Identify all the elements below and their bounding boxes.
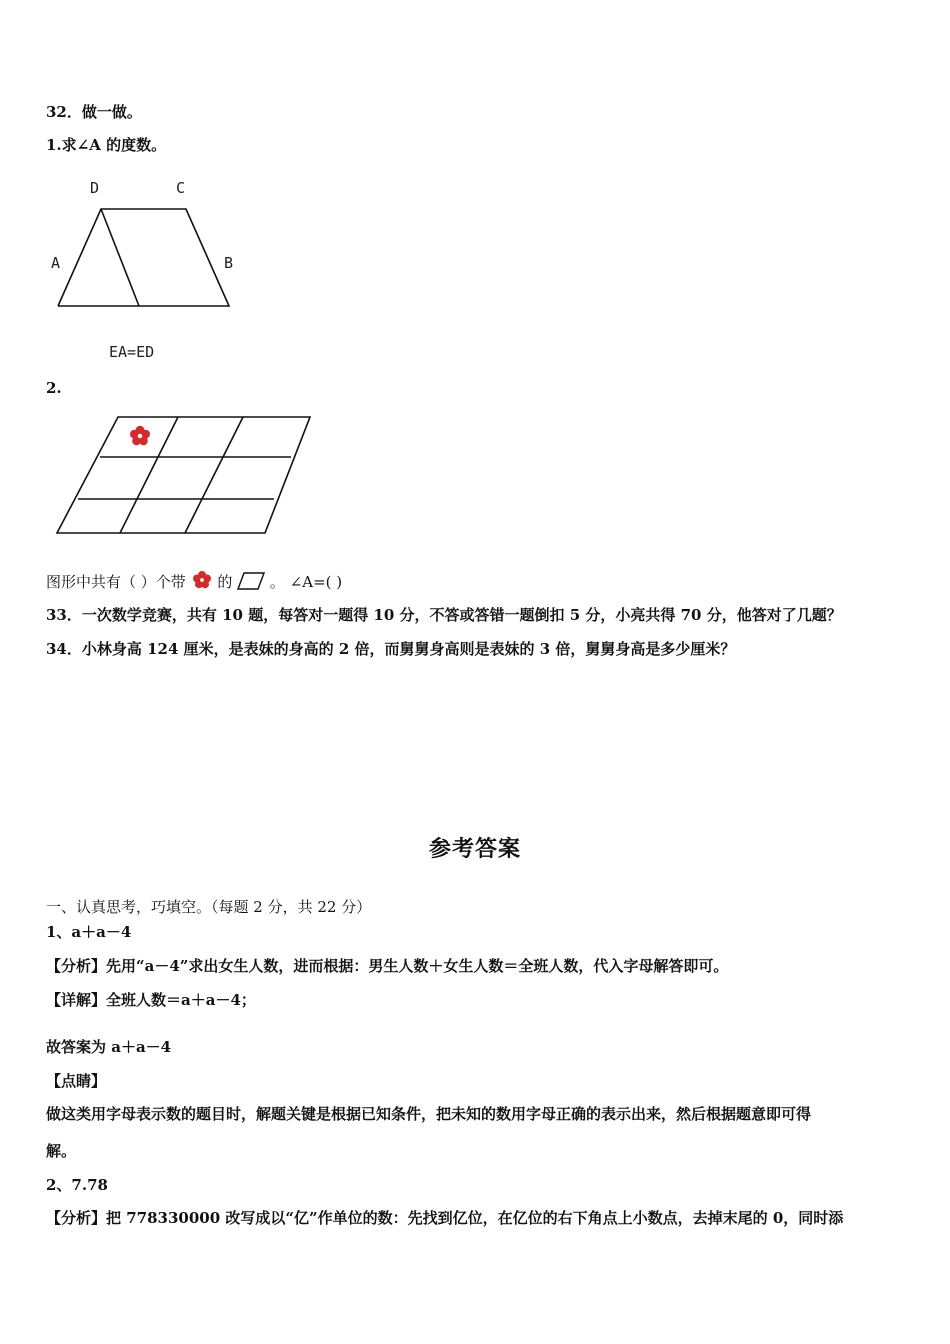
grid-v-line-2 xyxy=(185,417,243,533)
q32-question-text-a: 图形中共有（ ）个带 xyxy=(46,573,186,591)
label-D: D xyxy=(90,179,100,197)
answer-1-detail: 【详解】全班人数＝a＋a－4； xyxy=(46,991,256,1009)
label-B: B xyxy=(224,254,234,272)
answer-1-conclusion: 故答案为 a＋a－4 xyxy=(46,1038,172,1056)
answer-section1-heading: 一、认真思考，巧填空。（每题 2 分，共 22 分） xyxy=(46,898,372,916)
label-C: C xyxy=(176,179,186,197)
q32-question-text-b: 的 xyxy=(217,573,233,591)
trapezoid-figure xyxy=(50,200,250,320)
answer-1: 1、a＋a－4 xyxy=(46,923,132,941)
answer-1-analysis: 【分析】先用“a－4”求出女生人数，进而根据：男生人数＋女生人数＝全班人数，代入字母解答即可。 xyxy=(46,957,729,975)
q32-part2-question xyxy=(46,570,342,592)
answer-title: 参考答案 xyxy=(428,837,521,862)
trapezoid-outline xyxy=(58,209,229,306)
figure1-caption: EA=ED xyxy=(109,343,155,361)
q32-heading: 32．做一做。 xyxy=(46,103,142,121)
label-A: A xyxy=(51,254,61,272)
parallelogram-icon xyxy=(237,572,265,590)
q32-part1: 1.求∠A 的度数。 xyxy=(46,136,167,154)
answer-2: 2、7.78 xyxy=(46,1176,108,1194)
grid-outline xyxy=(57,417,310,533)
answer-1-comment-line1: 做这类用字母表示数的题目时，解题关键是根据已知条件，把未知的数用字母正确的表示出来，然后根据题意即可得 xyxy=(46,1105,812,1123)
flower-icon xyxy=(130,426,150,446)
answer-1-comment-line2: 解。 xyxy=(46,1142,77,1160)
q32-part2: 2. xyxy=(46,379,62,397)
q34-text: 34．小林身高 124 厘米，是表妹的身高的 2 倍，而舅舅身高则是表妹的 3 倍，舅舅身高是多少厘米？ xyxy=(46,640,736,658)
segment-DE xyxy=(101,209,139,306)
answer-1-comment-label: 【点睛】 xyxy=(46,1072,107,1090)
answer-2-analysis: 【分析】把 778330000 改写成以“亿”作单位的数：先找到亿位，在亿位的右下角点上小数点，去掉末尾的 0，同时添 xyxy=(46,1209,844,1227)
parallelogram-grid-figure xyxy=(52,412,317,537)
flower-icon xyxy=(191,570,213,590)
q33-text: 33．一次数学竞赛，共有 10 题，每答对一题得 10 分，不答或答错一题倒扣 5 分，小亮共得 70 分，他答对了几题？ xyxy=(46,606,842,624)
q32-question-text-c: 。 ∠A=( ) xyxy=(269,573,343,591)
